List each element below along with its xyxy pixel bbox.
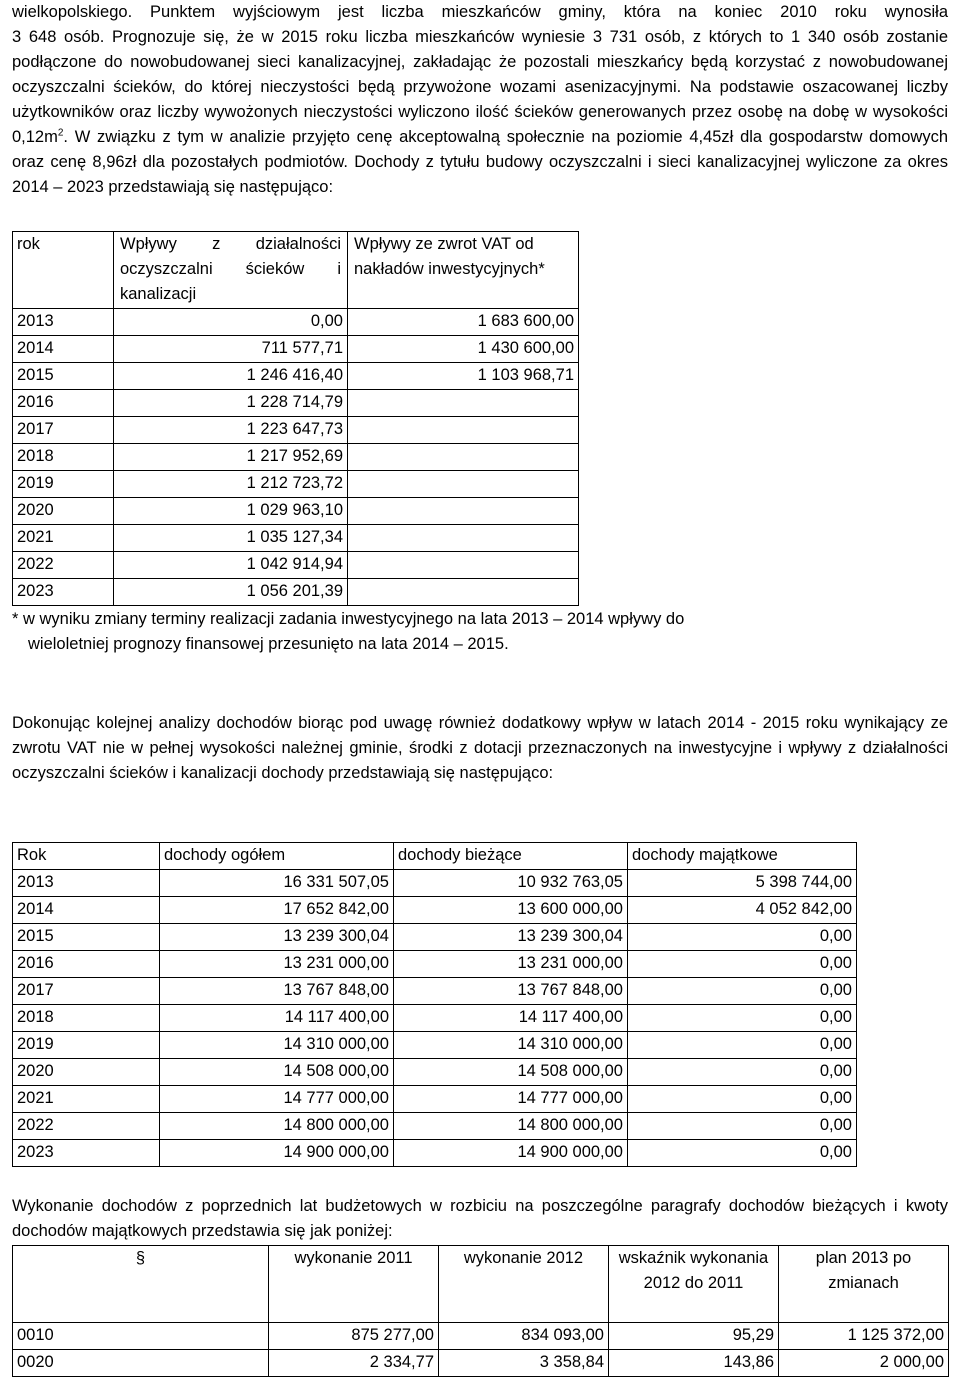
table-cell-value: 1 029 963,10 [114,498,348,525]
table-cell-label: 2013 [13,870,160,897]
table-cell-value: 17 652 842,00 [160,897,394,924]
table-cell-value: 5 398 744,00 [628,870,857,897]
table-cell-value: 14 777 000,00 [394,1086,628,1113]
table-cell-value: 13 767 848,00 [394,978,628,1005]
table-row [13,363,579,390]
table-row [13,525,579,552]
table-row [13,978,857,1005]
table-cell-value: 13 600 000,00 [394,897,628,924]
table-row [13,1059,857,1086]
table-cell-value: 14 508 000,00 [160,1059,394,1086]
table-cell-value: 95,29 [609,1323,779,1350]
table-cell-value: 0,00 [628,1005,857,1032]
table-cell-label: 2015 [13,924,160,951]
table-cell-value: 1 125 372,00 [779,1323,949,1350]
col-header-exec-2011: wykonanie 2011 [269,1246,439,1323]
table-cell-label: 2016 [13,951,160,978]
analysis-paragraph [12,711,948,786]
col-header-current: dochody bieżące [394,843,628,870]
table-cell-label: 2023 [13,1140,160,1167]
table-cell-value: 1 223 647,73 [114,417,348,444]
table-cell-label: 2022 [13,552,114,579]
table-cell-value: 14 800 000,00 [394,1113,628,1140]
table-cell-label: 2020 [13,498,114,525]
table-cell-label: 2019 [13,471,114,498]
table-cell-label: 2021 [13,525,114,552]
table-cell-value: 1 430 600,00 [348,336,579,363]
intro-body [12,25,948,200]
table-cell-value: 14 117 400,00 [160,1005,394,1032]
table-cell-value [348,525,579,552]
col-header-ratio: wskaźnik wykonania 2012 do 2011 [609,1246,779,1323]
table-cell-value [348,471,579,498]
table-cell-value: 16 331 507,05 [160,870,394,897]
revenue-table [12,231,579,606]
table-row [13,870,857,897]
table-cell-value: 13 231 000,00 [160,951,394,978]
table-cell-value: 1 228 714,79 [114,390,348,417]
table-cell-value: 0,00 [628,1113,857,1140]
table-row [13,498,579,525]
table-row [13,924,857,951]
execution-table [12,1245,949,1377]
table-row [13,897,857,924]
col-header-total: dochody ogółem [160,843,394,870]
table-cell-value: 0,00 [628,978,857,1005]
table-cell-value: 0,00 [628,1086,857,1113]
table-cell-value: 14 310 000,00 [394,1032,628,1059]
table-row [13,417,579,444]
table-header-row [13,232,579,309]
table-cell-label: 2013 [13,309,114,336]
table-2-wrapper [12,842,948,1167]
table-cell-label: 2019 [13,1032,160,1059]
table-3-wrapper [12,1245,948,1377]
table-cell-value: 4 052 842,00 [628,897,857,924]
table-row [13,309,579,336]
table-row [13,1086,857,1113]
table-row [13,552,579,579]
table-header-row [13,843,857,870]
table-cell-value: 14 508 000,00 [394,1059,628,1086]
table-cell-value: 834 093,00 [439,1323,609,1350]
table-cell-value: 14 777 000,00 [160,1086,394,1113]
table-cell-value: 1 212 723,72 [114,471,348,498]
table-cell-value: 13 239 300,04 [394,924,628,951]
table-cell-value: 14 900 000,00 [160,1140,394,1167]
table-cell-label: 2018 [13,444,114,471]
intro-body-text: 3 648 osób. Prognozuje się, że w 2015 roku liczba mieszkańców wyniesie 3 731 osób, z których to 1 340 osób zostanie podłączone do nowobudowanej sieci kanalizacyjnej, zakładając że pozostali mieszkańcy będą korzystać z nowobudowanej oczyszczalni ścieków, do której nieczystości będą przywożone wozami asenizacyjnymi. Na podstawie oszacowanej liczby użytkowników oraz liczby wywożonych nieczystości wyliczono ilość ścieków generowanych przez osobę na dobę w wysokości 0,12m [12,28,948,146]
table-row [13,1350,949,1377]
table-cell-value: 1 042 914,94 [114,552,348,579]
table-cell-value: 10 932 763,05 [394,870,628,897]
table-cell-value: 875 277,00 [269,1323,439,1350]
table-cell-value: 0,00 [114,309,348,336]
table-row [13,1323,949,1350]
table-cell-value: 13 239 300,04 [160,924,394,951]
table-row [13,1005,857,1032]
table-cell-value: 1 683 600,00 [348,309,579,336]
table-cell-value: 1 246 416,40 [114,363,348,390]
table-cell-value: 1 103 968,71 [348,363,579,390]
table-cell-value: 14 800 000,00 [160,1113,394,1140]
table-cell-value [348,498,579,525]
intro-paragraph [12,0,948,200]
table-cell-value: 14 900 000,00 [394,1140,628,1167]
table-cell-label: 2014 [13,336,114,363]
execution-paragraph [12,1194,948,1244]
table-cell-value [348,444,579,471]
table-cell-label: 2015 [13,363,114,390]
table-cell-value: 0,00 [628,951,857,978]
table-row [13,951,857,978]
table-cell-label: 2016 [13,390,114,417]
col-header-plan-2013: plan 2013 po zmianach [779,1246,949,1323]
footnote-line-2: wieloletniej prognozy finansowej przesunięto na lata 2014 – 2015. [28,635,509,653]
table-row [13,336,579,363]
table-cell-value: 1 035 127,34 [114,525,348,552]
table-cell-value: 13 231 000,00 [394,951,628,978]
table-cell-label: 2020 [13,1059,160,1086]
intro-superscript: 2 [57,127,64,139]
table-cell-value [348,417,579,444]
table-cell-value: 14 310 000,00 [160,1032,394,1059]
table-cell-label: 2014 [13,897,160,924]
table-cell-value: 14 117 400,00 [394,1005,628,1032]
table-header-row [13,1246,949,1323]
table-cell-label: 2018 [13,1005,160,1032]
table-cell-label: 2017 [13,417,114,444]
table-cell-value: 3 358,84 [439,1350,609,1377]
table-cell-value: 711 577,71 [114,336,348,363]
table-cell-value: 0,00 [628,924,857,951]
analysis-text: Dokonując kolejnej analizy dochodów biorąc pod uwagę również dodatkowy wpływ w latach 2014 - 2015 roku wynikający ze zwrotu VAT nie w pełnej wysokości należnej gminie, środki z dotacji przeznaczonych na inwestycyjne i wpływy z działalności oczyszczalni ścieków i kanalizacji dochody przedstawiają się następująco: [12,714,948,782]
table-cell-value [348,390,579,417]
table-1-wrapper [12,231,948,657]
income-table [12,842,857,1167]
table-cell-value: 143,86 [609,1350,779,1377]
table-cell-label: 2021 [13,1086,160,1113]
table-row [13,1113,857,1140]
table-cell-value [348,552,579,579]
intro-line-1: wielkopolskiego. Punktem wyjściowym jest liczba mieszkańców gminy, która na koniec 2010 roku wynosiła [12,3,948,21]
table-row [13,579,579,606]
col-header-paragraph: § [13,1246,269,1323]
col-header-year: Rok [13,843,160,870]
table-cell-label: 2023 [13,579,114,606]
table-cell-value: 1 217 952,69 [114,444,348,471]
col-header-vat: Wpływy ze zwrot VAT od nakładów inwestycyjnych* [348,232,579,309]
footnote-line-1: * w wyniku zmiany terminy realizacji zadania inwestycyjnego na lata 2013 – 2014 wpływy do [12,610,685,628]
col-header-year: rok [13,232,114,309]
table-cell-label: 2022 [13,1113,160,1140]
col-header-operations: Wpływy z działalności oczyszczalni ścieków i kanalizacji [114,232,348,309]
table-row [13,1032,857,1059]
col-header-property: dochody majątkowe [628,843,857,870]
table-cell-value: 1 056 201,39 [114,579,348,606]
table-row [13,444,579,471]
table-cell-value [348,579,579,606]
intro-body-text-2: . W związku z tym w analizie przyjęto cenę akceptowalną społecznie na poziomie 4,45zł dla gospodarstw domowych oraz cenę 8,96zł dla pozostałych podmiotów. Dochody z tytułu budowy oczyszczalni i sieci kanalizacyjnej wyliczone za okres 2014 – 2023 przedstawiają się następująco: [12,128,948,196]
table-cell-value: 2 334,77 [269,1350,439,1377]
table-row [13,471,579,498]
table-cell-value: 0,00 [628,1032,857,1059]
col-header-exec-2012: wykonanie 2012 [439,1246,609,1323]
execution-text: Wykonanie dochodów z poprzednich lat budżetowych w rozbiciu na poszczególne paragrafy dochodów bieżących i kwoty dochodów majątkowych przedstawia się jak poniżej: [12,1197,948,1240]
table-cell-value: 13 767 848,00 [160,978,394,1005]
table-cell-label: 0020 [13,1350,269,1377]
table-cell-value: 0,00 [628,1140,857,1167]
table-cell-label: 0010 [13,1323,269,1350]
table-row [13,390,579,417]
table-cell-value: 2 000,00 [779,1350,949,1377]
table-row [13,1140,857,1167]
table-cell-value: 0,00 [628,1059,857,1086]
table-cell-label: 2017 [13,978,160,1005]
